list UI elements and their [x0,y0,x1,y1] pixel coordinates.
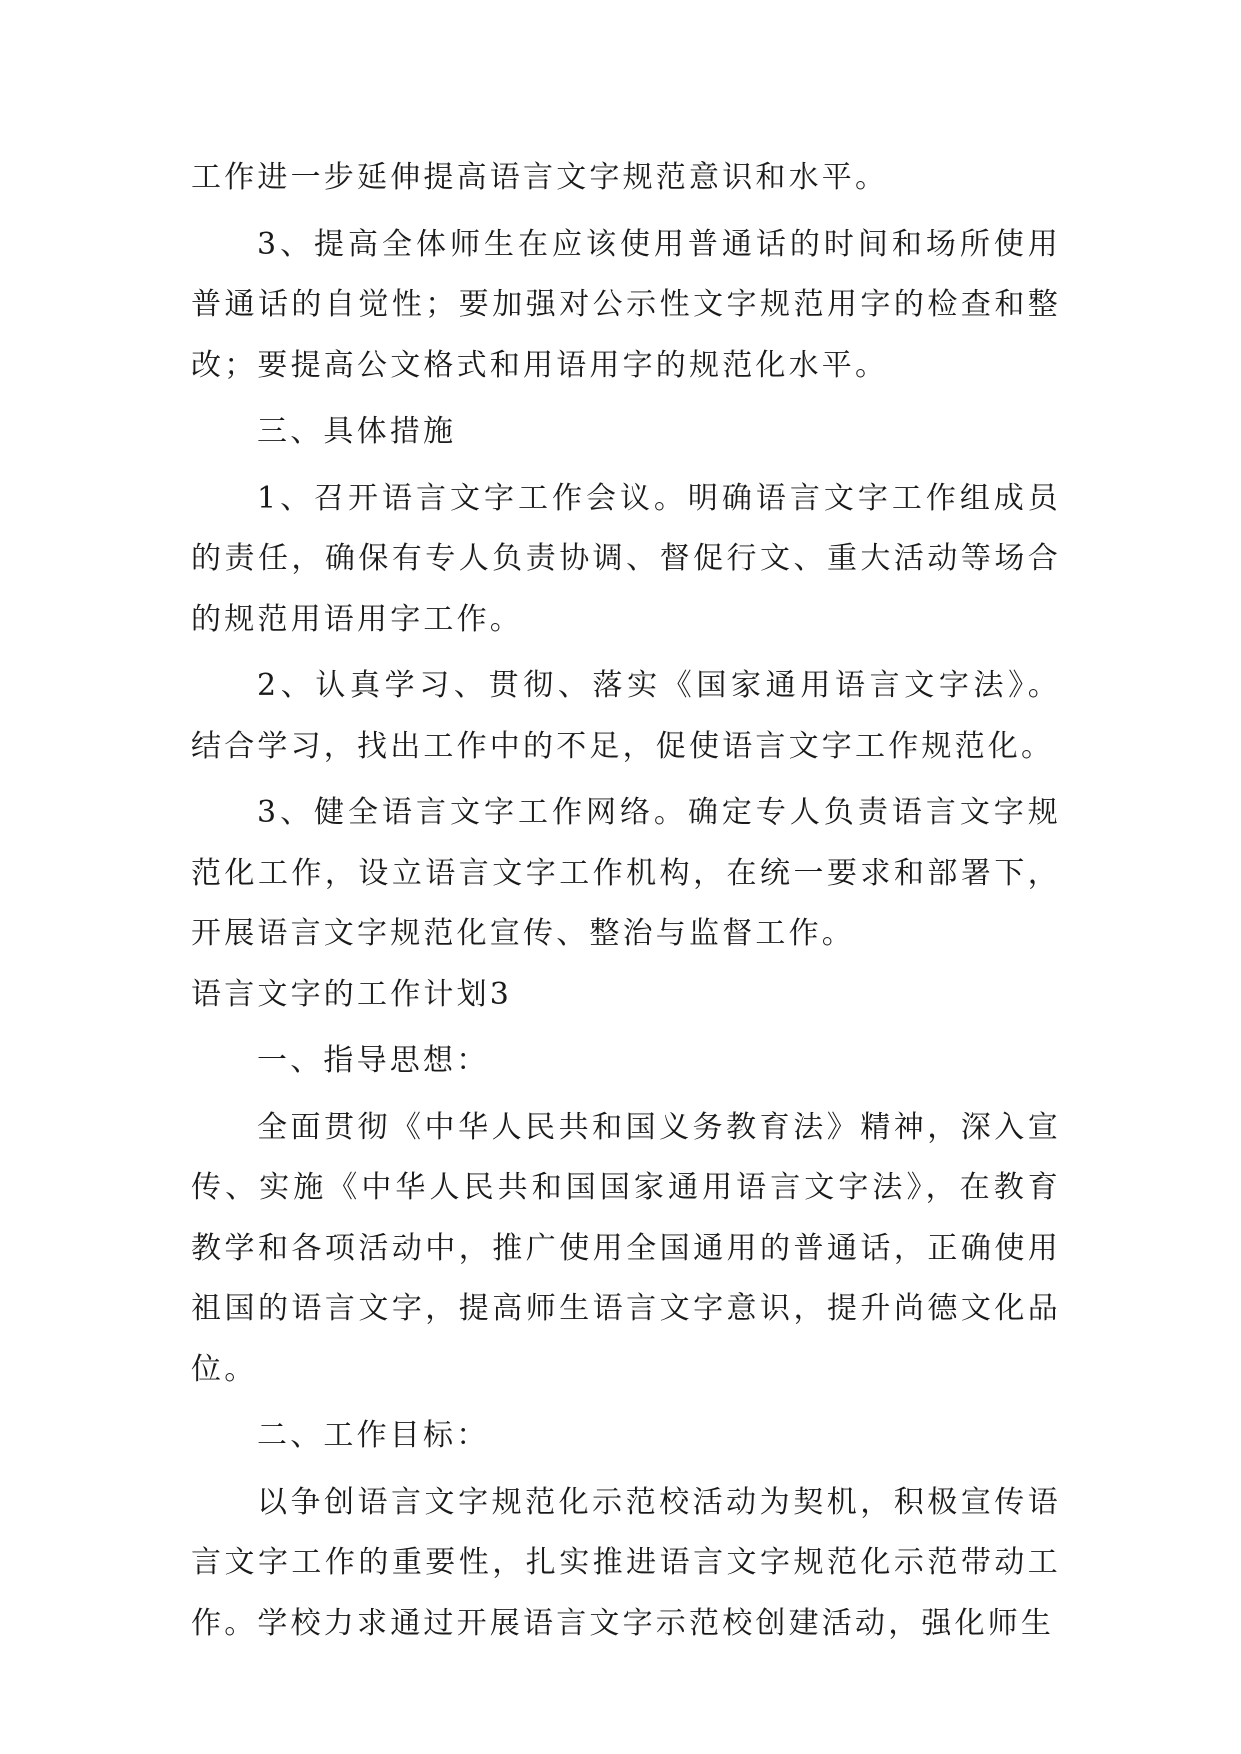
section-heading-measures: 三、具体措施 [257,414,457,449]
paragraph-item-3-goal: 3、提高全体师生在应该使用普通话的时间和场所使用普通话的自觉性；要加强对公示性文字规范用字的检查和整改；要提高公文格式和用语用字的规范化水平。 [191,226,1061,383]
paragraph-measure-3: 3、健全语言文字工作网络。确定专人负责语言文字规范化工作，设立语言文字工作机构，在统一要求和部署下，开展语言文字规范化宣传、整治与监督工作。 [191,795,1061,951]
section-heading-work-goals: 二、工作目标： [257,1418,490,1453]
paragraph-measure-1: 1、召开语言文字工作会议。明确语言文字工作组成员的责任，确保有专人负责协调、督促行文、重大活动等场合的规范用语用字工作。 [191,480,1061,637]
paragraph-guiding-ideology: 全面贯彻《中华人民共和国义务教育法》精神，深入宣传、实施《中华人民共和国国家通用语言文字法》，在教育教学和各项活动中，推广使用全国通用的普通话，正确使用祖国的语言文字，提高师生语言文字意识，提升尚德文化品位。 [191,1109,1061,1387]
document-body [191,148,1061,1654]
section-heading-guiding-ideology: 一、指导思想： [257,1043,490,1078]
paragraph-work-goals: 以争创语言文字规范化示范校活动为契机，积极宣传语言文字工作的重要性，扎实推进语言文字规范化示范带动工作。学校力求通过开展语言文字示范校创建活动，强化师生 [191,1484,1061,1641]
paragraph-continuation: 工作进一步延伸提高语言文字规范意识和水平。 [191,160,889,195]
section-title-plan-3: 语言文字的工作计划3 [191,976,513,1012]
paragraph-measure-2: 2、认真学习、贯彻、落实《国家通用语言文字法》。结合学习，找出工作中的不足，促使语言文字工作规范化。 [191,668,1061,764]
